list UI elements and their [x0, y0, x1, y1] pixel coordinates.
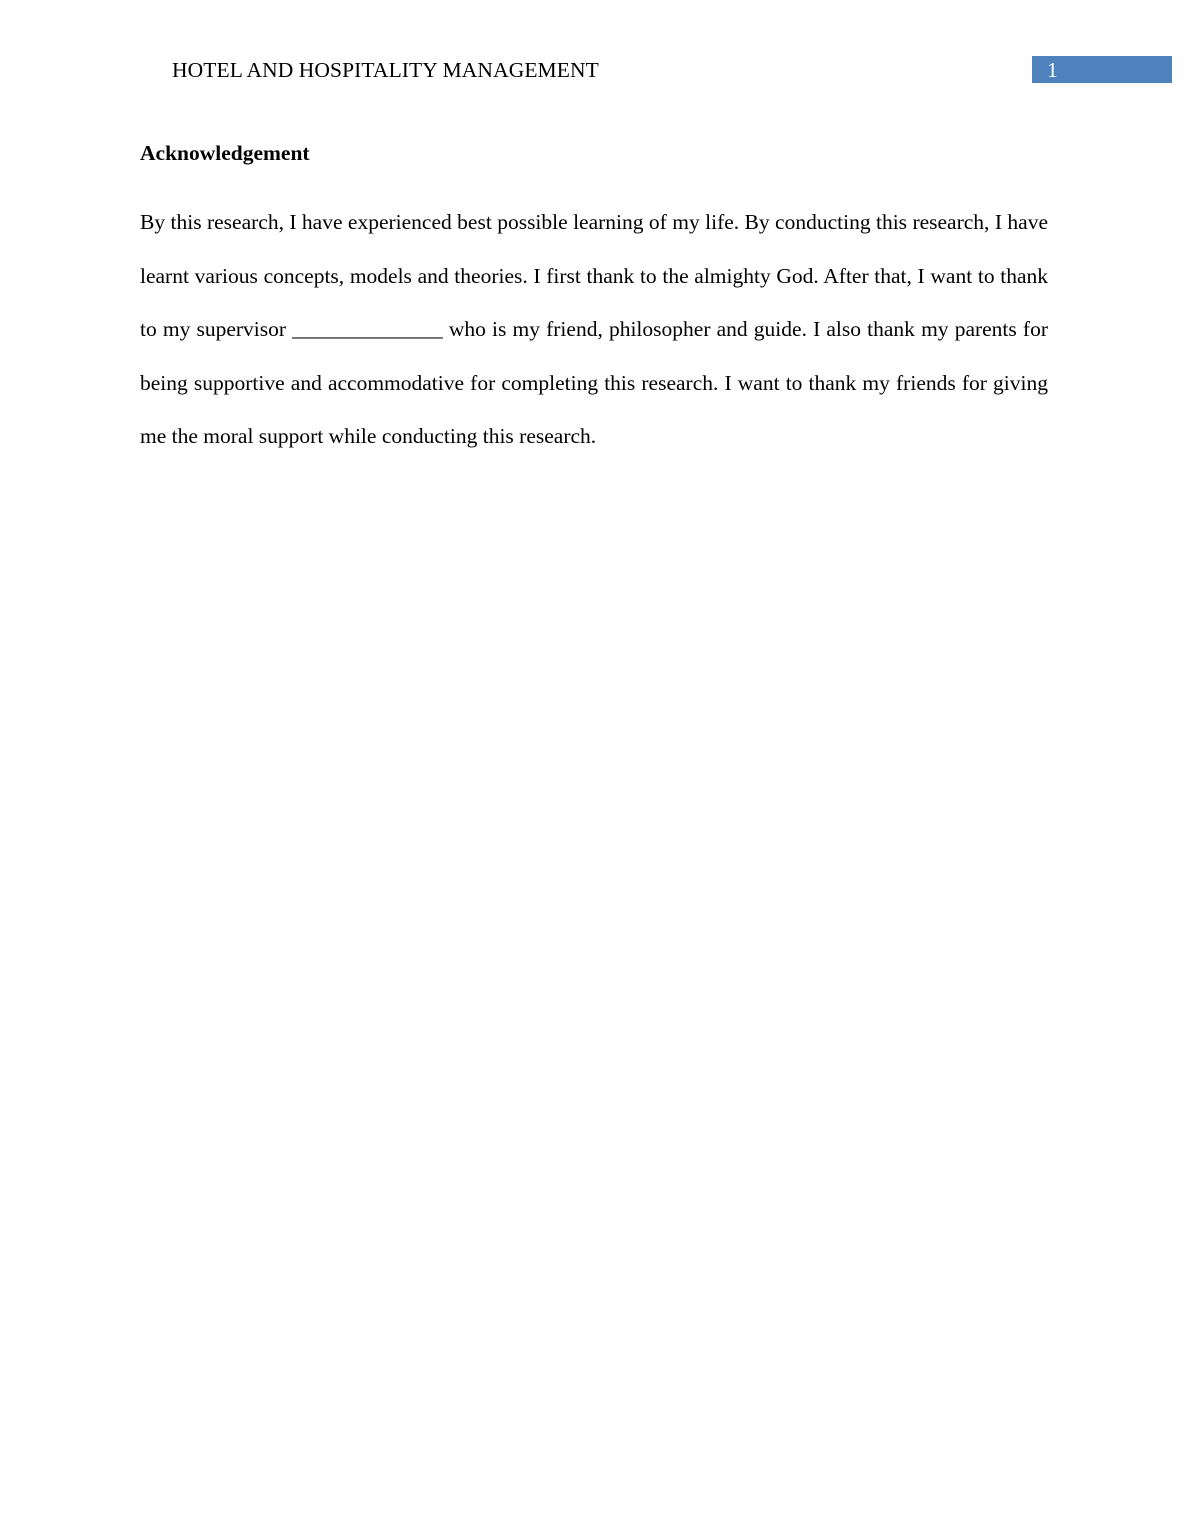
document-body: [140, 138, 1048, 449]
section-heading: Acknowledgement: [140, 141, 310, 165]
acknowledgement-paragraph: By this research, I have experienced best possible learning of my life. By conducting this research, I have learnt various concepts, models and theories. I first thank to the almighty God. After that, I want to thank to my supervisor ______________ who is my friend, philosopher and guide. I also thank my parents for being supportive and accommodative for completing this research. I want to thank my friends for giving me the moral support while conducting this research.: [140, 210, 1048, 449]
page-number-box: [1032, 56, 1172, 83]
running-head: HOTEL AND HOSPITALITY MANAGEMENT: [172, 58, 599, 82]
page-number: 1: [1047, 58, 1058, 82]
page-header: [0, 0, 1190, 100]
